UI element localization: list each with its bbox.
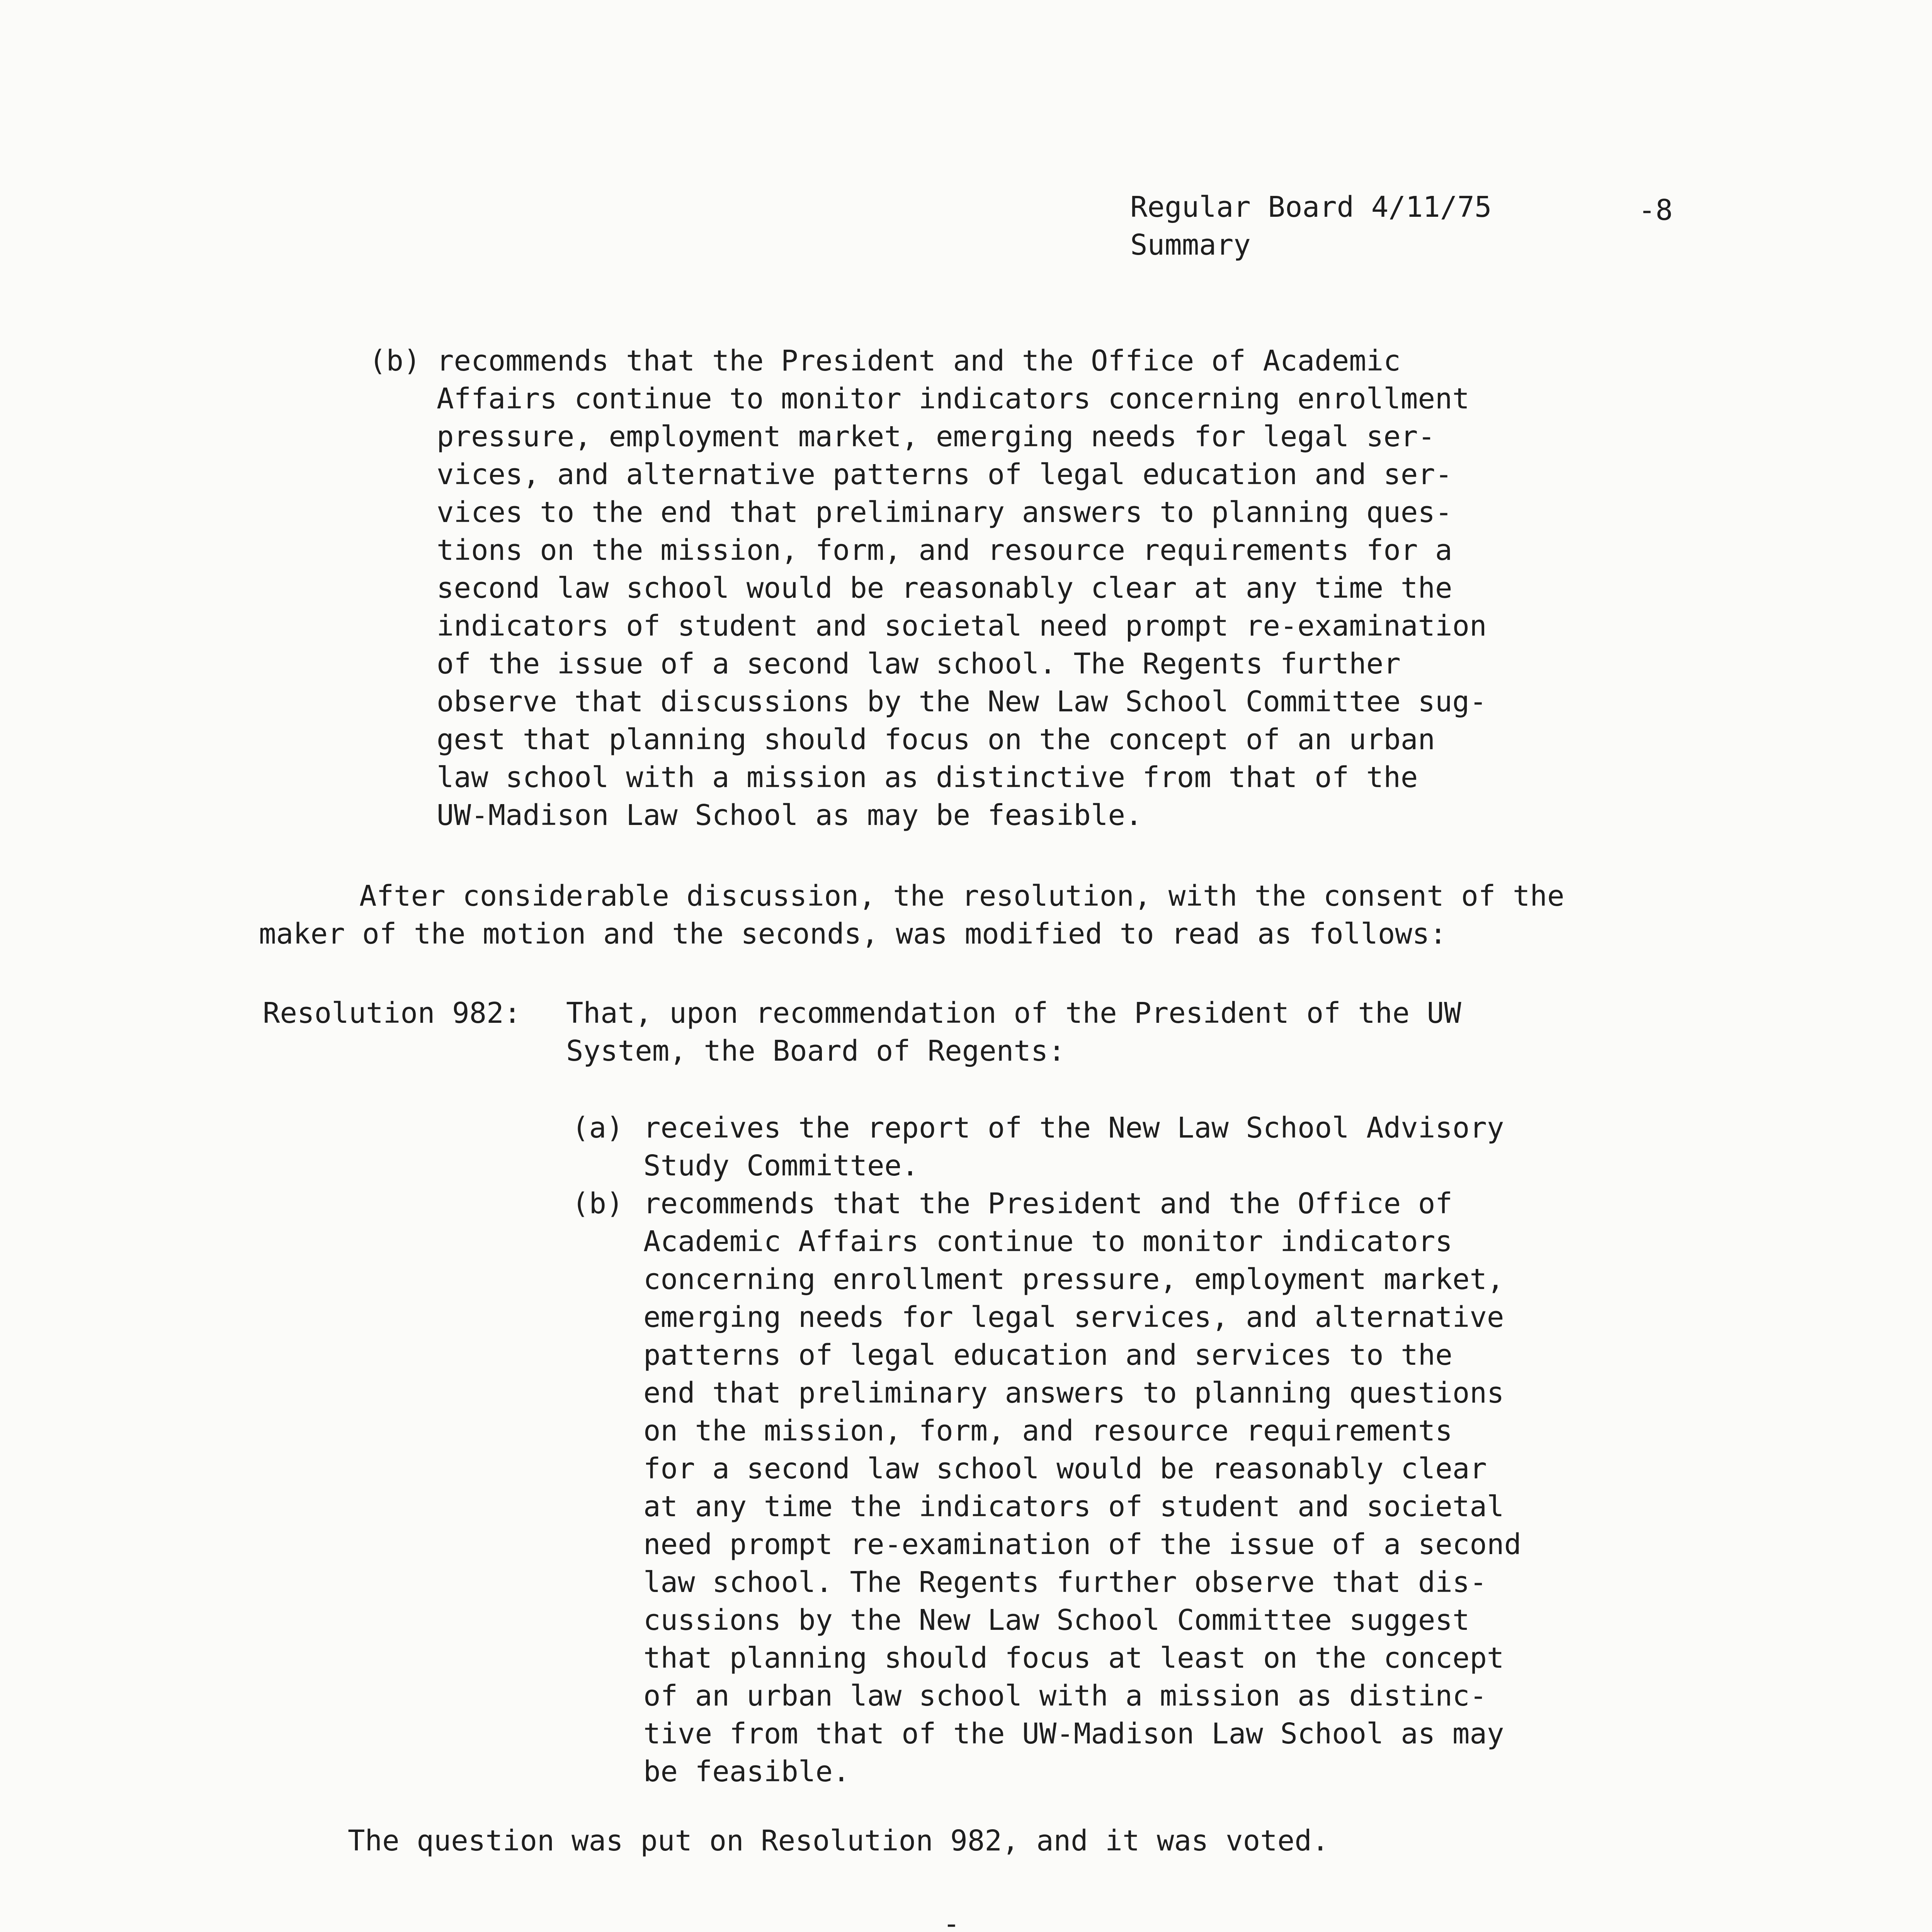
header-subtitle: Summary — [1130, 228, 1251, 262]
after-discussion-line1: After considerable discussion, the resolution, with the consent of the — [359, 879, 1565, 913]
vote-line: The question was put on Resolution 982, and it was voted. — [348, 1824, 1329, 1857]
text-line: second law school would be reasonably clear at any time the — [437, 571, 1452, 605]
resolution-982-item-b-label: (b) — [572, 1187, 624, 1220]
text-line: at any time the indicators of student and societal — [643, 1490, 1504, 1523]
text-line: UW-Madison Law School as may be feasible. — [437, 799, 1143, 832]
text-line: on the mission, form, and resource requirements — [643, 1414, 1452, 1447]
resolution-982-item-a-label: (a) — [572, 1111, 624, 1145]
text-line: Study Committee. — [643, 1149, 919, 1182]
text-line: indicators of student and societal need prompt re-examination — [437, 609, 1487, 643]
header-page-marker: -8 — [1638, 194, 1673, 227]
text-line: recommends that the President and the Office of — [643, 1187, 1452, 1220]
text-line: cussions by the New Law School Committee suggest — [643, 1604, 1470, 1637]
text-line: need prompt re-examination of the issue of a second — [643, 1528, 1522, 1561]
resolution-982-line1: That, upon recommendation of the President of the UW — [566, 997, 1461, 1030]
resolution-982-item-a-text — [643, 1109, 1504, 1185]
text-line: of an urban law school with a mission as distinc- — [643, 1679, 1487, 1713]
text-line: that planning should focus at least on the concept — [643, 1641, 1504, 1675]
separator-mark: - — [943, 1907, 960, 1932]
text-line: vices, and alternative patterns of legal education and ser- — [437, 458, 1452, 491]
text-line: be feasible. — [643, 1755, 850, 1788]
text-line: tive from that of the UW-Madison Law School as may — [643, 1717, 1504, 1750]
text-line: law school. The Regents further observe that dis- — [643, 1566, 1487, 1599]
text-line: of the issue of a second law school. The Regents further — [437, 647, 1401, 680]
text-line: end that preliminary answers to planning questions — [643, 1376, 1504, 1410]
resolution-982-item-b-text — [643, 1185, 1521, 1791]
text-line: emerging needs for legal services, and alternative — [643, 1301, 1504, 1334]
text-line: gest that planning should focus on the concept of an urban — [437, 723, 1435, 756]
text-line: recommends that the President and the Office of Academic — [437, 344, 1401, 378]
resolution-982-line2: System, the Board of Regents: — [566, 1034, 1066, 1068]
text-line: law school with a mission as distinctive from that of the — [437, 761, 1418, 794]
text-line: vices to the end that preliminary answers to planning ques- — [437, 496, 1452, 529]
resolution-982-label: Resolution 982: — [263, 997, 521, 1030]
text-line: patterns of legal education and services to the — [643, 1338, 1452, 1372]
text-line: concerning enrollment pressure, employment market, — [643, 1263, 1504, 1296]
text-line: pressure, employment market, emerging needs for legal ser- — [437, 420, 1435, 453]
header-title: Regular Board 4/11/75 — [1130, 190, 1492, 224]
after-discussion-line2: maker of the motion and the seconds, was modified to read as follows: — [259, 917, 1447, 951]
text-line: Academic Affairs continue to monitor indicators — [643, 1225, 1452, 1258]
text-line: for a second law school would be reasonably clear — [643, 1452, 1487, 1485]
text-line: Affairs continue to monitor indicators concerning enrollment — [437, 382, 1470, 415]
para-b-text — [437, 342, 1487, 834]
text-line: receives the report of the New Law School Advisory — [643, 1111, 1504, 1145]
para-b-label: (b) — [369, 344, 421, 378]
text-line: observe that discussions by the New Law School Committee sug- — [437, 685, 1487, 718]
text-line: tions on the mission, form, and resource requirements for a — [437, 534, 1452, 567]
